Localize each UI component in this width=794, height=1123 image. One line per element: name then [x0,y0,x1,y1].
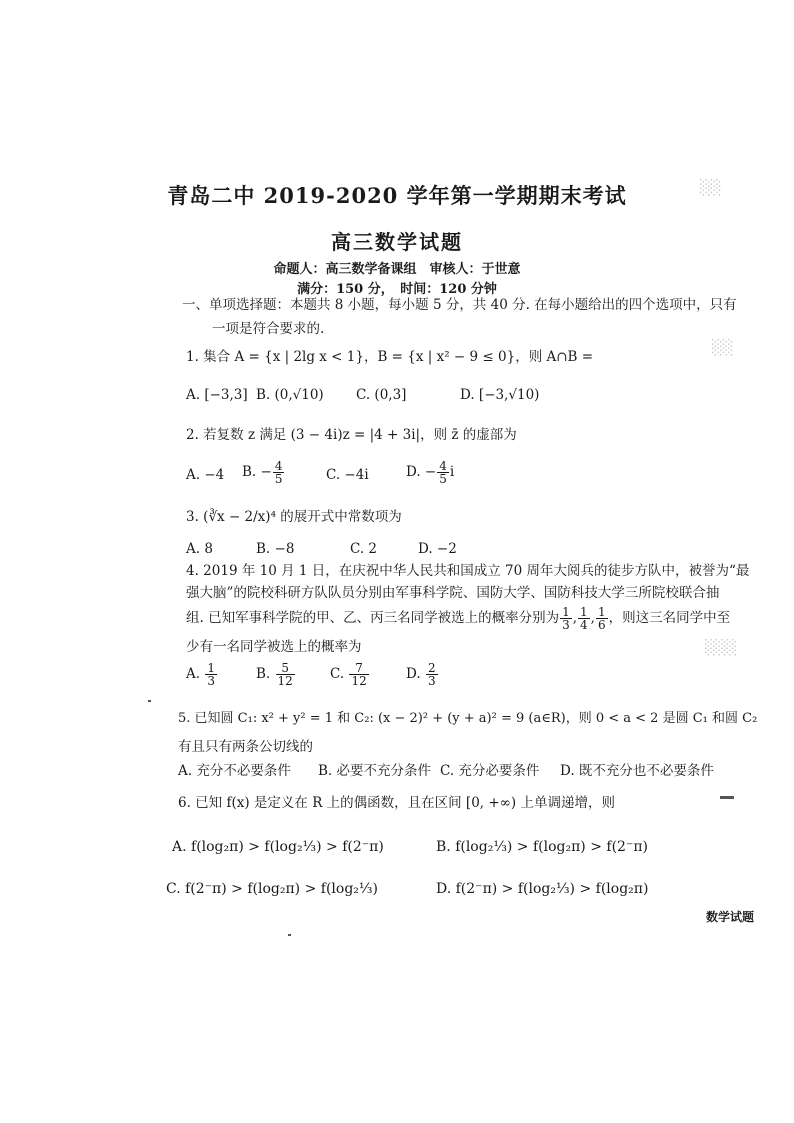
q1-option-b: B. (0,√10) [256,387,324,403]
question-3-stem: 3. (∛x − 2/x)⁴ 的展开式中常数项为 [186,509,402,525]
q5-option-c: C. 充分必要条件 [440,763,540,779]
q4-option-d [406,662,439,687]
bleed-through-mark: ░░░ [705,640,738,656]
denominator: 12 [351,674,367,688]
q1-option-a: A. [−3,3] [186,387,248,403]
scan-speck [148,700,151,702]
numerator: 5 [276,662,295,675]
fraction [437,460,449,485]
numerator: 1 [597,605,606,619]
q1-option-d: D. [−3,√10) [460,387,540,403]
q3-option-b: B. −8 [256,541,295,557]
q6-option-c: C. f(2⁻π) > f(log₂π) > f(log₂⅓) [166,881,378,897]
q6-option-b: B. f(log₂⅓) > f(log₂π) > f(2⁻π) [436,839,648,855]
scan-speck [720,796,734,799]
q4-option-c [330,662,370,687]
fraction [349,662,368,687]
page-footer: 数学试题 [705,910,754,924]
numerator: 2 [427,661,436,675]
q4-line3-prefix: 组. 已知军事科学院的甲、乙、丙三名同学被选上的概率分别为 [186,610,560,626]
denominator: 12 [277,674,293,688]
numerator: 1 [580,605,588,619]
bleed-through-mark: ░░ [700,180,722,196]
q5-option-d: D. 既不充分也不必要条件 [560,763,714,779]
question-1-stem: 1. 集合 A = {x | 2lg x < 1}，B = {x | x² − 9 ≤ 0}，则 A∩B = [186,349,594,365]
q3-option-a: A. 8 [186,541,213,557]
q3-option-c: C. 2 [350,541,378,557]
numerator: 1 [562,605,570,619]
question-2-stem: 2. 若复数 z 满足 (3 − 4i)z = |4 + 3i|，则 z̄ 的虚部为 [186,427,517,443]
numerator: 1 [207,661,215,675]
fraction [426,662,438,687]
question-5-line2: 有且只有两条公切线的 [178,739,313,755]
q2-d-suffix: i [449,464,455,480]
fraction [205,662,217,687]
exam-title: 青岛二中 2019-2020 学年第一学期期末考试 [167,183,627,208]
q2-option-d [406,460,454,485]
exam-score-time: 满分：150 分， 时间：120 分钟 [297,282,497,297]
q4-option-a [186,662,218,687]
denominator: 6 [597,618,606,632]
option-letter: C. [330,666,345,682]
option-letter: D. [406,666,421,682]
numerator: 7 [349,662,368,675]
q2-option-a: A. −4 [186,467,225,483]
q5-option-b: B. 必要不充分条件 [318,763,432,779]
numerator: 4 [274,459,283,473]
exam-authors: 命题人：高三数学备课组 审核人：于世意 [273,262,521,277]
bleed-through-mark: ░░ [712,340,734,356]
question-4-line4: 少有一名同学被选上的概率为 [186,639,362,655]
denominator: 5 [439,472,447,486]
question-5-line1: 5. 已知圆 C₁: x² + y² = 1 和 C₂: (x − 2)² + (y + a)² = 9 (a∈R)，则 0 < a < 2 是圆 C₁ 和圆 C₂ [178,711,758,726]
q4-option-b [256,662,296,687]
question-4-line3: 组. 已知军事科学院的甲、乙、丙三名同学被选上的概率分别为 $\frac{1}{3}$ , $\frac{1}{4}$ , $\frac{1}{6}$ ，则这三名同学中至 [186,605,731,632]
section-heading: 一、单项选择题：本题共 8 小题，每小题 5 分，共 40 分. 在每小题给出的四个选项中，只有 [182,297,737,313]
exam-subtitle: 高三数学试题 [331,230,463,254]
question-6-stem: 6. 已知 f(x) 是定义在 R 上的偶函数，且在区间 [0, +∞) 上单调递增，则 [178,795,615,811]
q2-option-b [242,460,285,485]
q2-option-c: C. −4i [326,467,369,483]
fraction [273,460,285,485]
denominator: 3 [427,674,436,688]
q2-d-prefix: D. − [406,464,437,480]
fraction [276,662,295,687]
numerator: 4 [439,459,447,473]
section-heading-cont: 一项是符合要求的. [212,321,325,337]
fraction [596,606,608,631]
q1-option-c: C. (0,3] [356,387,407,403]
option-letter: B. [256,666,271,682]
question-4-line2: 强大脑”的院校科研方队队员分别由军事科学院、国防大学、国防科技大学三所院校联合抽 [186,585,720,601]
fraction [560,606,572,631]
q6-option-d: D. f(2⁻π) > f(log₂⅓) > f(log₂π) [436,881,649,897]
q5-option-a: A. 充分不必要条件 [178,763,291,779]
q6-option-a: A. f(log₂π) > f(log₂⅓) > f(2⁻π) [172,839,384,855]
question-4-line1: 4. 2019 年 10 月 1 日，在庆祝中华人民共和国成立 70 周年大阅兵的徒步方队中，被誉为“最 [186,563,750,579]
option-letter: A. [186,666,201,682]
denominator: 3 [207,674,215,688]
denominator: 5 [274,472,283,486]
denominator: 4 [580,618,588,632]
q3-option-d: D. −2 [418,541,457,557]
denominator: 3 [562,618,570,632]
fraction [578,606,590,631]
q2-b-prefix: B. − [242,464,272,480]
q4-line3-suffix: ，则这三名同学中至 [608,610,731,626]
scan-speck [288,934,291,936]
